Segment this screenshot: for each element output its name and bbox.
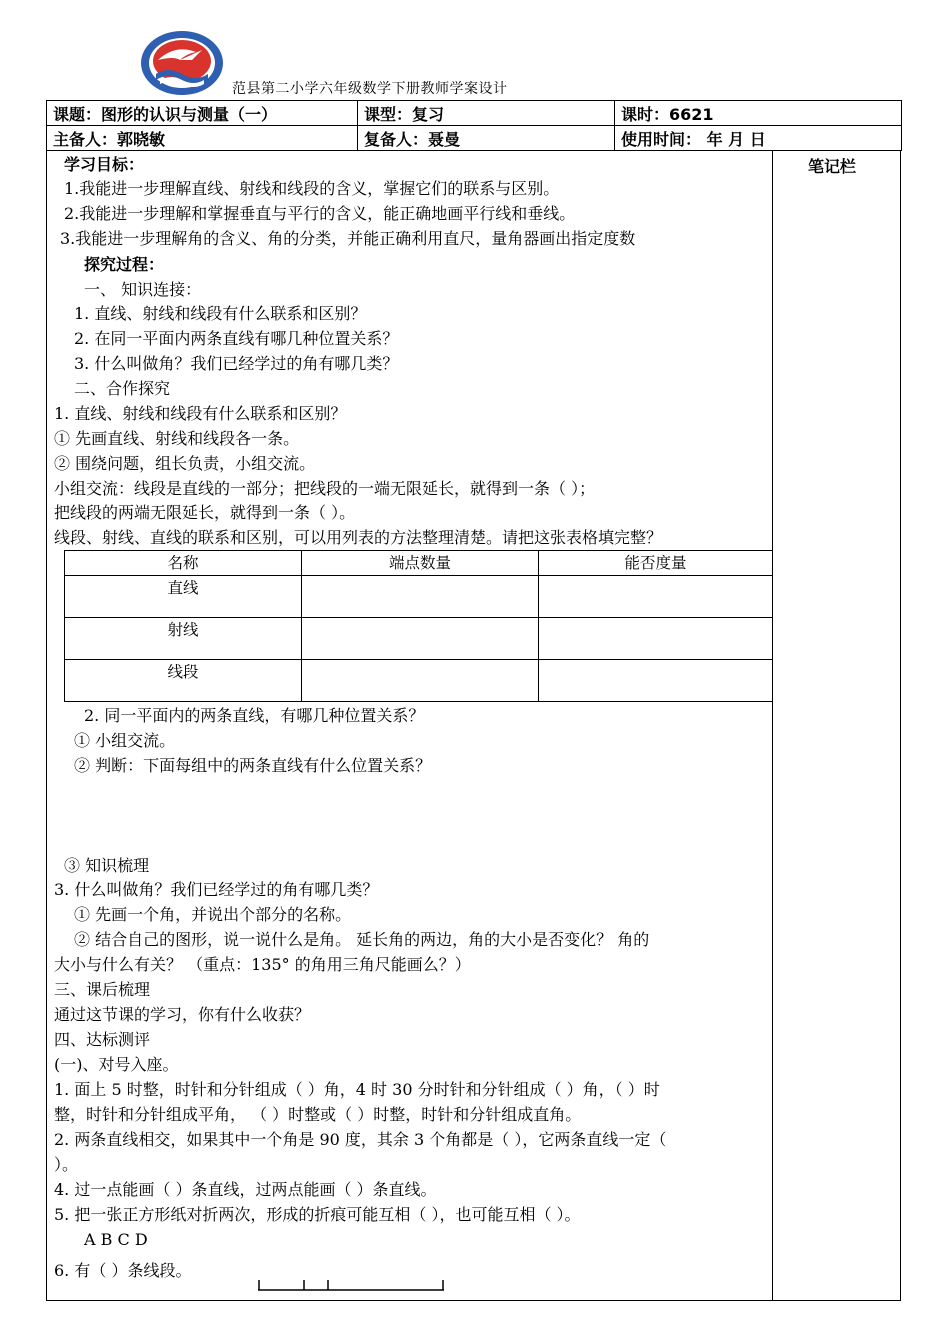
line-segment-figure [258, 1278, 448, 1294]
objectives-heading: 学习目标： [64, 155, 145, 174]
author-cell: 主备人：郭晓敏 [47, 126, 358, 151]
process-heading: 探究过程： [84, 255, 165, 274]
section-1-heading: 一、 知识连接： [84, 280, 202, 299]
question-3: 3. 什么叫做角？我们已经学过的角有哪几类？ [74, 354, 399, 373]
objective-1: 1.我能进一步理解直线、射线和线段的含义，掌握它们的联系与区别。 [64, 179, 560, 198]
header-table [46, 100, 902, 151]
test-question-5: 5. 把一张正方形纸对折两次，形成的折痕可能互相（ ），也可能互相（ ）。 [54, 1205, 581, 1224]
period-cell: 课时：6621 [615, 101, 902, 126]
date-cell: 使用时间： 年 月 日 [615, 126, 902, 151]
explore-2-step-3: ③ 知识梳理 [64, 856, 150, 875]
explore-2: 2. 同一平面内的两条直线，有哪几种位置关系？ [84, 706, 425, 725]
school-title: 范县第二小学六年级数学下册教师学案设计 [232, 81, 508, 97]
topic-cell: 课题：图形的认识与测量（一） [47, 101, 358, 126]
explore-1: 1. 直线、射线和线段有什么联系和区别？ [54, 404, 347, 423]
test-question-2: 2. 两条直线相交，如果其中一个角是 90 度，其余 3 个角都是（ ），它两条直线一定（ [54, 1130, 667, 1149]
explore-2-step-1: ① 小组交流。 [74, 731, 176, 750]
reflection-question: 通过这节课的学习，你有什么收获？ [54, 1005, 311, 1024]
explore-1-step-1: ① 先画直线、射线和线段各一条。 [54, 429, 300, 448]
question-2: 2. 在同一平面内两条直线有哪几种位置关系？ [74, 329, 399, 348]
group-discussion-line-1: 小组交流：线段是直线的一部分；把线段的一端无限延长，就得到一条（ ）； [54, 479, 596, 498]
explore-3-step-2: ② 结合自己的图形，说一说什么是角。 延长角的两边，角的大小是否变化？ 角的 [74, 930, 650, 949]
explore-3-step-2-cont: 大小与什么有关？ （重点：135° 的角用三角尺能画么？） [54, 955, 471, 974]
test-question-1: 1. 面上 5 时整，时针和分针组成（ ）角，4 时 30 分时针和分针组成（ ）角，（ ）时 [54, 1080, 660, 1099]
question-1: 1. 直线、射线和线段有什么联系和区别？ [74, 304, 367, 323]
point-labels: A B C D [84, 1230, 148, 1249]
table-row-label: 线段 [65, 660, 302, 702]
table-cell[interactable] [539, 618, 773, 660]
section-3-heading: 三、课后梳理 [54, 980, 151, 999]
objective-2: 2.我能进一步理解和掌握垂直与平行的含义，能正确地画平行线和垂线。 [64, 204, 576, 223]
test-question-6: 6. 有（ ）条线段。 [54, 1261, 192, 1280]
type-cell: 课型：复习 [358, 101, 615, 126]
table-cell[interactable] [539, 660, 773, 702]
table-row-label: 直线 [65, 576, 302, 618]
section-2-heading: 二、合作探究 [74, 379, 171, 398]
explore-1-step-2: ② 围绕问题，组长负责，小组交流。 [54, 454, 316, 473]
objective-3: 3.我能进一步理解角的含义、角的分类，并能正确利用直尺，量角器画出指定度数 [60, 229, 636, 248]
explore-3: 3. 什么叫做角？我们已经学过的角有哪几类？ [54, 880, 379, 899]
table-cell[interactable] [539, 576, 773, 618]
notes-divider [772, 150, 773, 1301]
table-header: 端点数量 [302, 551, 539, 576]
test-question-2-cont: ）。 [54, 1155, 79, 1174]
table-cell[interactable] [302, 660, 539, 702]
table-cell[interactable] [302, 618, 539, 660]
table-header: 名称 [65, 551, 302, 576]
test-part-1-heading: (一)、对号入座。 [54, 1055, 179, 1074]
test-question-1-cont: 整，时针和分针组成平角， （ ）时整或（ ）时整，时针和分针组成直角。 [54, 1105, 582, 1124]
table-cell[interactable] [302, 576, 539, 618]
comparison-table [64, 550, 773, 702]
table-instruction: 线段、射线、直线的联系和区别，可以用列表的方法整理清楚。请把这张表格填完整？ [54, 528, 663, 547]
co-author-cell: 复备人：聂曼 [358, 126, 615, 151]
table-header: 能否度量 [539, 551, 773, 576]
table-row-label: 射线 [65, 618, 302, 660]
school-logo [140, 30, 224, 96]
test-question-4: 4. 过一点能画（ ）条直线，过两点能画（ ）条直线。 [54, 1180, 437, 1199]
section-4-heading: 四、达标测评 [54, 1030, 151, 1049]
notes-label: 笔记栏 [808, 157, 857, 176]
explore-2-step-2: ② 判断：下面每组中的两条直线有什么位置关系？ [74, 756, 432, 775]
explore-3-step-1: ① 先画一个角，并说出个部分的名称。 [74, 905, 352, 924]
group-discussion-line-2: 把线段的两端无限延长，就得到一条（ ）。 [54, 503, 356, 522]
